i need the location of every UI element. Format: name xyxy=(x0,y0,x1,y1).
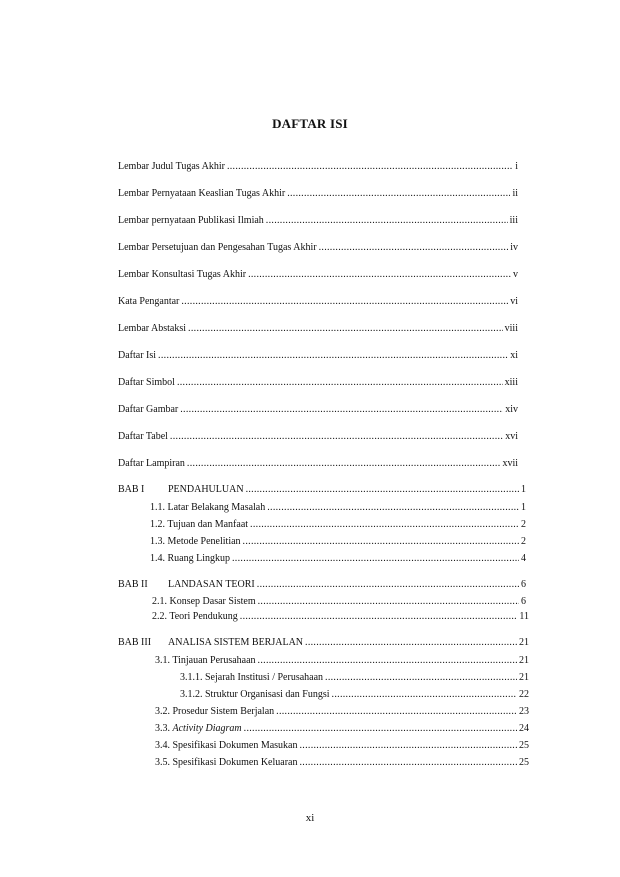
section-label: 2.2. Teori Pendukung xyxy=(152,611,238,622)
leader-dots xyxy=(258,596,519,608)
section-entry xyxy=(180,672,529,684)
toc-page: 1 xyxy=(521,502,526,513)
toc-label: Kata Pengantar xyxy=(118,296,180,307)
toc-page: i xyxy=(515,161,518,172)
section-label: 3.2. Prosedur Sistem Berjalan xyxy=(155,706,275,717)
toc-page: 25 xyxy=(519,757,529,768)
section-label: 3.3. xyxy=(155,723,170,734)
toc-page: vi xyxy=(510,296,518,307)
toc-entry xyxy=(118,404,518,416)
toc-label: Lembar pernyataan Publikasi Ilmiah xyxy=(118,215,264,226)
section-entry xyxy=(155,757,529,769)
toc-page: v xyxy=(513,269,518,280)
section-label: 1.2. Tujuan dan Manfaat xyxy=(150,519,249,530)
toc-page: 23 xyxy=(519,706,529,717)
leader-dots xyxy=(287,188,510,200)
leader-dots xyxy=(300,740,518,752)
page-title: DAFTAR ISI xyxy=(272,116,348,131)
toc-label: Daftar Simbol xyxy=(118,377,175,388)
leader-dots xyxy=(158,350,508,362)
section-label: 3.1. Tinjauan Perusahaan xyxy=(155,655,256,666)
section-entry xyxy=(155,706,529,718)
page-number: xi xyxy=(305,812,315,824)
section-label: 1.3. Metode Penelitian xyxy=(150,536,241,547)
section-entry xyxy=(150,536,526,548)
leader-dots xyxy=(325,672,517,684)
toc-entry xyxy=(118,188,518,200)
toc-entry xyxy=(118,323,518,335)
section-entry xyxy=(150,502,526,514)
toc-page: 25 xyxy=(519,740,529,751)
toc-page: viii xyxy=(504,323,518,334)
leader-dots xyxy=(181,296,508,308)
leader-dots xyxy=(266,215,508,227)
toc-page: 21 xyxy=(519,637,529,648)
leader-dots xyxy=(319,242,509,254)
toc-page: iv xyxy=(510,242,518,253)
toc-entry xyxy=(118,458,518,470)
section-label: 2.1. Konsep Dasar Sistem xyxy=(152,596,256,607)
leader-dots xyxy=(187,458,501,470)
toc-entry xyxy=(118,242,518,254)
leader-dots xyxy=(276,706,517,718)
toc-page: xiv xyxy=(505,404,518,415)
toc-label: Lembar Abstaksi xyxy=(118,323,187,334)
chapter-entry xyxy=(118,637,529,649)
toc-page: iii xyxy=(509,215,518,226)
toc-page: 2 xyxy=(521,519,526,530)
chapter-entry xyxy=(118,484,526,496)
section-label: 3.4. Spesifikasi Dokumen Masukan xyxy=(155,740,298,751)
toc-page: 1 xyxy=(521,484,526,495)
toc-page: 21 xyxy=(519,672,529,683)
leader-dots xyxy=(248,269,511,281)
toc-page: xvii xyxy=(502,458,518,469)
leader-dots xyxy=(232,553,519,565)
chapter-entry xyxy=(118,579,526,591)
toc-page: xi xyxy=(510,350,518,361)
section-entry xyxy=(155,655,529,667)
section-entry xyxy=(152,596,526,608)
toc-entry xyxy=(118,161,518,173)
section-label: 1.1. Latar Belakang Masalah xyxy=(150,502,266,513)
chapter-title: LANDASAN TEORI xyxy=(168,579,255,590)
toc-page: 11 xyxy=(519,611,529,622)
section-entry xyxy=(155,740,529,752)
section-entry xyxy=(180,689,529,701)
section-label: 3.1.1. Sejarah Institusi / Perusahaan xyxy=(180,672,324,683)
leader-dots xyxy=(188,323,503,335)
leader-dots xyxy=(305,637,517,649)
leader-dots xyxy=(240,611,518,623)
toc-entry xyxy=(118,431,518,443)
leader-dots xyxy=(250,519,519,531)
toc-page: xvi xyxy=(505,431,518,442)
toc-label: Daftar Tabel xyxy=(118,431,168,442)
toc-entry xyxy=(118,269,518,281)
toc-page: 22 xyxy=(519,689,529,700)
section-entry xyxy=(150,519,526,531)
toc-label: Lembar Persetujuan dan Pengesahan Tugas Akhir xyxy=(118,242,317,253)
leader-dots xyxy=(180,404,503,416)
section-label: 3.1.2. Struktur Organisasi dan Fungsi xyxy=(180,689,330,700)
toc-page: 6 xyxy=(521,579,526,590)
section-label: 1.4. Ruang Lingkup xyxy=(150,553,230,564)
toc-label: Daftar Lampiran xyxy=(118,458,185,469)
toc-label: Lembar Pernyataan Keaslian Tugas Akhir xyxy=(118,188,286,199)
toc-label: Lembar Judul Tugas Akhir xyxy=(118,161,225,172)
leader-dots xyxy=(267,502,519,514)
toc-entry xyxy=(118,215,518,227)
toc-page: 21 xyxy=(519,655,529,666)
toc-entry xyxy=(118,296,518,308)
section-entry xyxy=(155,723,529,735)
leader-dots xyxy=(332,689,517,701)
leader-dots xyxy=(227,161,513,173)
leader-dots xyxy=(177,377,503,389)
leader-dots xyxy=(246,484,519,496)
section-entry xyxy=(150,553,526,565)
leader-dots xyxy=(299,757,517,769)
chapter-code: BAB II xyxy=(118,579,148,590)
section-label: 3.5. Spesifikasi Dokumen Keluaran xyxy=(155,757,298,768)
toc-label: Daftar Gambar xyxy=(118,404,179,415)
leader-dots xyxy=(170,431,503,443)
section-entry xyxy=(152,611,529,623)
leader-dots xyxy=(243,536,519,548)
chapter-title: PENDAHULUAN xyxy=(168,484,244,495)
chapter-code: BAB I xyxy=(118,484,145,495)
toc-page: 24 xyxy=(519,723,529,734)
leader-dots xyxy=(257,579,519,591)
chapter-title: ANALISA SISTEM BERJALAN xyxy=(168,637,304,648)
toc-page: xiii xyxy=(504,377,518,388)
toc-label: Daftar Isi xyxy=(118,350,157,361)
leader-dots xyxy=(244,723,517,735)
toc-page: ii xyxy=(512,188,518,199)
toc-entry xyxy=(118,377,518,389)
leader-dots xyxy=(258,655,517,667)
toc-page: 4 xyxy=(521,553,526,564)
toc-entry xyxy=(118,350,518,362)
toc-page: 6 xyxy=(521,596,526,607)
toc-page: 2 xyxy=(521,536,526,547)
chapter-code: BAB III xyxy=(118,637,152,648)
toc-label: Lembar Konsultasi Tugas Akhir xyxy=(118,269,247,280)
section-label-italic: Activity Diagram xyxy=(172,723,242,734)
